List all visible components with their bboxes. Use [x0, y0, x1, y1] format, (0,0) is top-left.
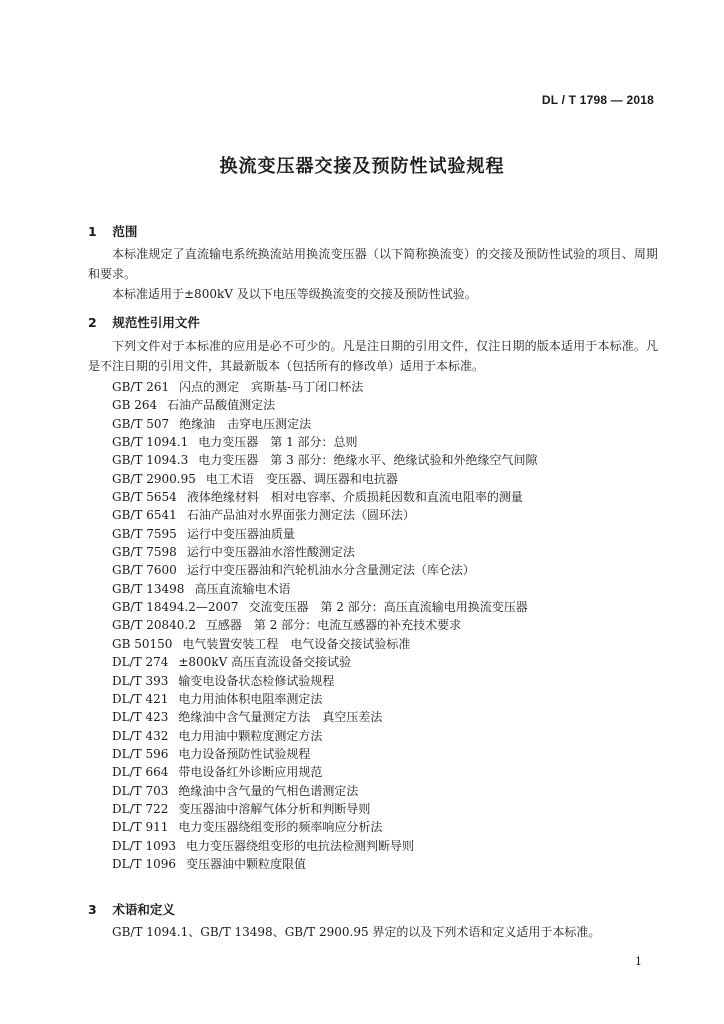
reference-item — [112, 580, 538, 598]
reference-title: 互感器 第 2 部分：电流互感器的补充技术要求 — [205, 618, 462, 633]
section-3-heading — [88, 900, 175, 918]
reference-title: 电力变压器 第 3 部分：绝缘水平、绝缘试验和外绝缘空气间隙 — [198, 453, 538, 468]
reference-item — [112, 433, 538, 451]
reference-title: 石油产品油对水界面张力测定法（圆环法） — [186, 508, 415, 523]
scope-paragraph-1: 本标准规定了直流输电系统换流站用换流变压器（以下简称换流变）的交接及预防性试验的项目、周期和要求。 — [88, 247, 658, 281]
reference-title: 电力变压器绕组变形的频率响应分析法 — [178, 820, 383, 835]
reference-code: DL/T 664 — [112, 765, 169, 780]
reference-code: DL/T 722 — [112, 801, 169, 816]
reference-code: GB/T 7598 — [112, 545, 177, 560]
reference-item — [112, 763, 538, 781]
reference-title: 运行中变压器油水溶性酸测定法 — [186, 545, 355, 560]
document-code: DL / T 1798 — 2018 — [541, 93, 654, 107]
reference-title: 运行中变压器油质量 — [186, 526, 295, 541]
reference-code: DL/T 596 — [112, 746, 169, 761]
reference-item — [112, 672, 538, 690]
reference-code: DL/T 703 — [112, 783, 169, 798]
reference-title: 液体绝缘材料 相对电容率、介质损耗因数和直流电阻率的测量 — [186, 490, 523, 505]
reference-code: GB/T 5654 — [112, 490, 177, 505]
reference-code: GB/T 20840.2 — [112, 618, 196, 633]
reference-title: 电力用油中颗粒度测定方法 — [178, 728, 323, 743]
reference-title: 高压直流输电术语 — [194, 581, 291, 596]
reference-title: 电力变压器 第 1 部分：总则 — [198, 435, 358, 450]
section-number: 2 — [88, 315, 97, 330]
reference-code: DL/T 274 — [112, 655, 169, 670]
reference-title: 变压器油中溶解气体分析和判断导则 — [178, 801, 371, 816]
section-title: 术语和定义 — [112, 902, 175, 917]
references-intro: 下列文件对于本标准的应用是必不可少的。凡是注日期的引用文件，仅注日期的版本适用于本标准。凡是不注日期的引用文件，其最新版本（包括所有的修改单）适用于本标准。 — [88, 339, 658, 373]
reference-code: GB/T 18494.2—2007 — [112, 600, 239, 615]
reference-item — [112, 690, 538, 708]
reference-item — [112, 635, 538, 653]
reference-item — [112, 653, 538, 671]
reference-item — [112, 396, 538, 414]
reference-item — [112, 800, 538, 818]
reference-code: DL/T 432 — [112, 728, 169, 743]
reference-item — [112, 598, 538, 616]
document-title: 换流变压器交接及预防性试验规程 — [219, 156, 505, 177]
reference-code: DL/T 911 — [112, 820, 169, 835]
reference-item — [112, 506, 538, 524]
reference-item — [112, 855, 538, 873]
reference-title: 电力设备预防性试验规程 — [178, 746, 311, 761]
reference-item — [112, 451, 538, 469]
reference-item — [112, 708, 538, 726]
section-title: 范围 — [112, 224, 138, 239]
reference-code: DL/T 421 — [112, 691, 169, 706]
reference-code: GB 50150 — [112, 636, 173, 651]
reference-list — [112, 378, 538, 873]
reference-title: 输变电设备状态检修试验规程 — [178, 673, 335, 688]
reference-item — [112, 543, 538, 561]
reference-title: 交流变压器 第 2 部分：高压直流输电用换流变压器 — [248, 600, 528, 615]
reference-item — [112, 561, 538, 579]
reference-title: 电力变压器绕组变形的电抗法检测判断导则 — [186, 838, 415, 853]
reference-code: GB 264 — [112, 398, 158, 413]
reference-title: 电工术语 变压器、调压器和电抗器 — [205, 471, 398, 486]
reference-code: GB/T 2900.95 — [112, 471, 196, 486]
section-title: 规范性引用文件 — [112, 315, 200, 330]
reference-code: GB/T 507 — [112, 416, 170, 431]
reference-item — [112, 818, 538, 836]
reference-item — [112, 525, 538, 543]
reference-item — [112, 470, 538, 488]
section-number: 3 — [88, 902, 97, 917]
reference-item — [112, 378, 538, 396]
reference-code: GB/T 13498 — [112, 581, 185, 596]
reference-code: DL/T 1093 — [112, 838, 176, 853]
terms-paragraph: GB/T 1094.1、GB/T 13498、GB/T 2900.95 界定的以及下列术语和定义适用于本标准。 — [112, 925, 601, 939]
reference-title: 电气装置安装工程 电气设备交接试验标准 — [182, 636, 411, 651]
reference-title: 运行中变压器油和汽轮机油水分含量测定法（库仑法） — [186, 563, 475, 578]
reference-code: DL/T 1096 — [112, 856, 176, 871]
reference-code: GB/T 7600 — [112, 563, 177, 578]
reference-item — [112, 488, 538, 506]
section-1-heading — [88, 222, 137, 240]
reference-title: 石油产品酸值测定法 — [167, 398, 276, 413]
reference-code: GB/T 7595 — [112, 526, 177, 541]
reference-code: DL/T 393 — [112, 673, 169, 688]
page-number: 1 — [635, 955, 642, 968]
reference-title: 绝缘油中含气量的气相色谱测定法 — [178, 783, 359, 798]
reference-title: ±800kV 高压直流设备交接试验 — [178, 655, 352, 670]
reference-item — [112, 837, 538, 855]
reference-code: GB/T 1094.1 — [112, 435, 189, 450]
scope-paragraph-2: 本标准适用于±800kV 及以下电压等级换流变的交接及预防性试验。 — [112, 287, 477, 301]
reference-item — [112, 782, 538, 800]
reference-code: GB/T 1094.3 — [112, 453, 189, 468]
reference-code: GB/T 261 — [112, 380, 170, 394]
reference-title: 变压器油中颗粒度限值 — [186, 856, 307, 871]
section-number: 1 — [88, 224, 97, 239]
reference-item — [112, 745, 538, 763]
reference-title: 电力用油体积电阻率测定法 — [178, 691, 323, 706]
reference-code: DL/T 423 — [112, 710, 169, 725]
reference-title: 带电设备红外诊断应用规范 — [178, 765, 323, 780]
reference-item — [112, 415, 538, 433]
section-2-heading — [88, 313, 200, 331]
reference-item — [112, 616, 538, 634]
reference-title: 绝缘油中含气量测定方法 真空压差法 — [178, 710, 383, 725]
reference-item — [112, 727, 538, 745]
reference-title: 闪点的测定 宾斯基-马丁闭口杯法 — [179, 380, 364, 394]
reference-title: 绝缘油 击穿电压测定法 — [179, 416, 312, 431]
reference-code: GB/T 6541 — [112, 508, 177, 523]
